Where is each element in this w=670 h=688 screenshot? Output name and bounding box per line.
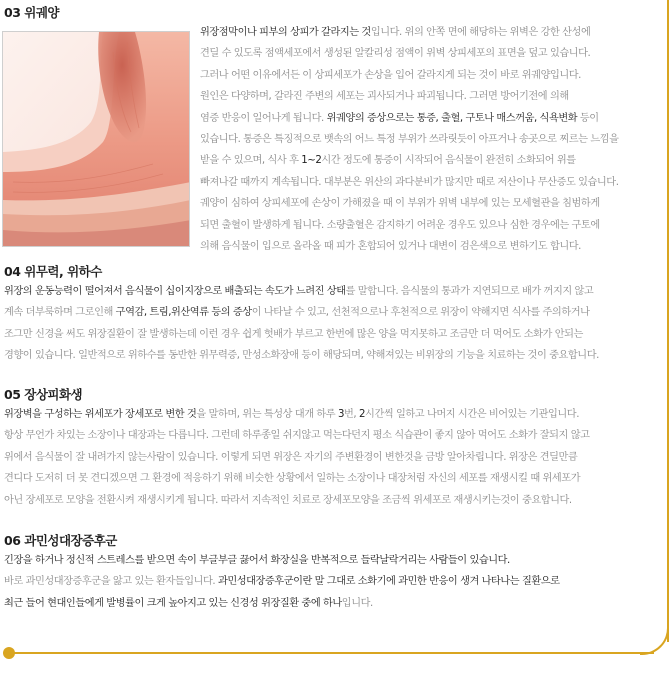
text-line: [200, 86, 619, 107]
body-text: 을 말하며, 위는 특성상 대개 하루: [196, 409, 338, 420]
section-body-intestinal-metaplasia: [4, 404, 589, 511]
body-text: 되면 출혈이 발생하게 됩니다. 소량출혈은 감지하기 어려운 경우도 있으나 심한 경우에는 구토에: [200, 219, 600, 231]
frame-border-right: [667, 0, 669, 642]
text-line: [4, 302, 599, 323]
text-line: [200, 150, 619, 171]
section-body-ulcer: [200, 22, 619, 257]
section-title-ibs: 06 과민성대장증후군: [4, 533, 117, 548]
body-text: 를 말합니다. 음식물의 통과가 지연되므로 배가 꺼지지 않고: [345, 286, 594, 297]
body-text: 시간씩 일하고 나머지 시간은 비어있는 기관입니다.: [365, 409, 579, 420]
body-text: 빠져나갈 때까지 계속됩니다. 대부분은 위산의 과다분비가 많지만 때로 저산이나 무산증도 있습니다.: [200, 176, 619, 188]
text-line: [200, 43, 619, 64]
body-text: 계속 더부룩하며 그로인해: [4, 307, 116, 319]
text-line: [200, 236, 619, 257]
text-line: [4, 550, 560, 571]
body-text: 견디다 도저히 더 못 견디겠으면 그 환경에 적응하기 위해 비슷한 상황에서 일하는 소장이나 대장처럼 자신의 세포를 재생시킬 때 위세포가: [4, 473, 581, 485]
body-text: 견딜 수 있도록 점액세포에서 생성된 알칼리성 점액이 위벽 상피세포의 표면을 덮고 있습니다.: [200, 48, 591, 60]
text-line: [4, 281, 599, 302]
body-text: 받을 수 있으며, 식사 후: [200, 155, 302, 167]
text-line: [200, 193, 619, 214]
body-text: 그러나 어떤 이유에서든 이 상피세포가 손상을 입어 갈라지게 되는 것이 바로 위궤양입니다.: [200, 69, 581, 81]
body-text: 조그만 신경을 써도 위장질환이 잘 발생하는데 이런 경우 쉽게 헛배가 부르고 한번에 많은 양을 먹지못하고 조금만 더 먹어도 소화가 안되는: [4, 328, 583, 340]
body-text: 아닌 장세포로 모양을 전환시켜 재생시키게 됩니다. 따라서 지속적인 치료로 장세포모양을 조금씩 위세포로 재생시키는것이 중요합니다.: [4, 494, 572, 506]
frame-border-corner: [640, 626, 669, 655]
emphasis-text: 최근 들어 현대인들에게 발병률이 크게 높아지고 있는 신경성 위장질환 중에 하나: [4, 597, 342, 609]
body-text: 염증 반응이 일어나게 됩니다.: [200, 112, 327, 124]
body-text: 위에서 음식물이 잘 내려가지 않는사람이 있습니다. 이렇게 되면 위장은 자기의 주변환경이 변한것을 금방 알아차립니다. 위장은 견딜만큼: [4, 451, 578, 463]
body-text: 궤양이 심하여 상피세포에 손상이 가해졌을 때 이 부위가 위벽 내부에 있는 모세혈관을 침범하게: [200, 198, 600, 210]
emphasis-text: 구역감, 트림,위산역류 등의 증상: [115, 307, 252, 319]
section-title-gastric-atony: 04 위무력, 위하수: [4, 264, 102, 279]
section-title-ulcer: 03 위궤양: [4, 5, 59, 20]
body-text: 의해 음식물이 입으로 올라올 때 피가 혼합되어 있거나 대변이 검은색으로 변하기도 합니다.: [200, 241, 581, 253]
body-text: 등이: [577, 112, 599, 124]
text-line: [4, 345, 599, 366]
body-text: 입니다. 위의 안쪽 면에 해당하는 위벽은 강한 산성에: [370, 27, 591, 38]
section-body-gastric-atony: [4, 281, 599, 367]
text-line: [200, 22, 619, 43]
section-title-intestinal-metaplasia: 05 장상피화생: [4, 387, 83, 402]
emphasis-text: 3: [337, 409, 345, 420]
body-text: 입니다.: [341, 597, 373, 609]
body-text: 이 나타날 수 있고, 선천적으로나 후천적으로 위장이 약해지면 식사를 주의하거나: [251, 307, 590, 319]
emphasis-text: 위장점막이나 피부의 상피가 갈라지는 것: [200, 27, 371, 38]
text-line: [4, 468, 589, 489]
frame-end-dot: [3, 647, 15, 659]
text-line: [4, 571, 560, 592]
body-text: 원인은 다양하며, 갈라진 주변의 세포는 괴사되거나 파괴됩니다. 그러면 방어기전에 의해: [200, 91, 569, 103]
section-body-ibs: [4, 550, 560, 614]
stomach-wall-image: [3, 32, 190, 247]
text-line: [4, 490, 589, 511]
text-line: [4, 404, 589, 425]
text-line: [200, 129, 619, 150]
text-line: [4, 593, 560, 614]
stomach-ulcer-illustration: [2, 31, 190, 247]
text-line: [4, 447, 589, 468]
text-line: [200, 108, 619, 129]
body-text: 시간 정도에 통증이 시작되어 음식물이 완전히 소화되어 위를: [321, 155, 576, 167]
body-text: 번,: [344, 409, 359, 420]
emphasis-text: 2: [359, 409, 366, 420]
body-text: 경향이 있습니다. 일반적으로 위하수를 동반한 위무력증, 만성소화장애 등이 해당되며, 약해져있는 비위장의 기능을 치료하는 것이 중요합니다.: [4, 350, 599, 362]
emphasis-text: 1~2: [301, 155, 322, 167]
text-line: [4, 324, 599, 345]
body-text: 있습니다. 통증은 특징적으로 뱃속의 어느 특정 부위가 쓰라릿듯이 아프거나 송곳으로 찌르는 느낌을: [200, 134, 619, 146]
body-text: 항상 무언가 차있는 소장이나 대장과는 다릅니다. 그런데 하루종일 쉬지않고 먹는다던지 평소 식습관이 좋지 않아 먹어도 소화가 잘되지 않고: [4, 430, 590, 442]
body-text: 바로 과민성대장증후군을 앓고 있는 환자들입니다.: [4, 576, 218, 588]
emphasis-text: 긴장을 하거나 정신적 스트레스를 받으면 속이 부글부글 끓어서 화장실을 반복적으로 들락날락거리는 사람들이 있습니다.: [4, 555, 510, 566]
text-line: [200, 65, 619, 86]
frame-border-bottom: [12, 652, 654, 654]
text-line: [200, 215, 619, 236]
emphasis-text: 위장벽을 구성하는 위세포가 장세포로 변한 것: [4, 409, 197, 420]
emphasis-text: 위궤양의 증상으로는 통증, 출혈, 구토나 매스꺼움, 식욕변화: [326, 112, 578, 124]
text-line: [200, 172, 619, 193]
emphasis-text: 위장의 운동능력이 떨어져서 음식물이 십이지장으로 배출되는 속도가 느려진 상태: [4, 286, 346, 297]
text-line: [4, 425, 589, 446]
emphasis-text: 과민성대장증후군이란 말 그대로 소화기에 과민한 반응이 생겨 나타나는 질환으로: [217, 576, 560, 588]
